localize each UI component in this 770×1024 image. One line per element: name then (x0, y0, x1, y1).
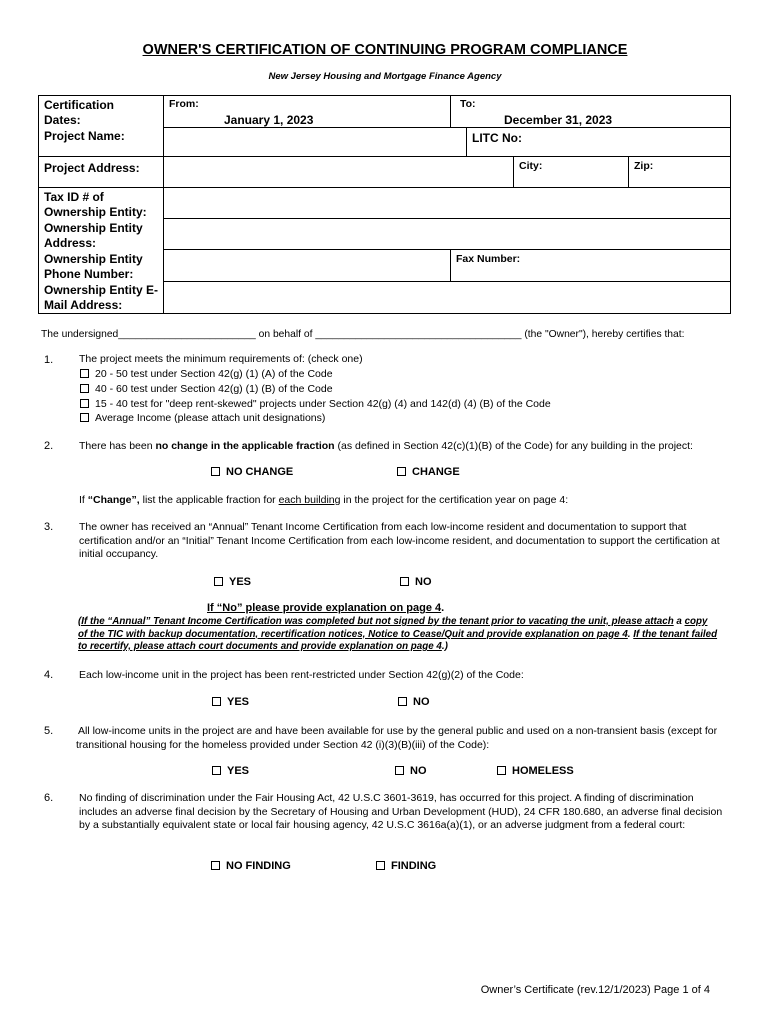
certification-form-grid (38, 95, 731, 314)
q2-text-a: There has been (79, 440, 156, 452)
q2-follow-d: each building (278, 494, 341, 506)
fax-label: Fax Number: (456, 253, 521, 265)
checkbox-icon[interactable] (400, 577, 409, 586)
q3-if-no-end: . (441, 602, 445, 614)
q6-number: 6. (44, 792, 54, 804)
on-behalf-text: on behalf of (258, 329, 313, 340)
undersigned-name-blank[interactable]: ________________________ (118, 329, 256, 340)
entity-email-label: Ownership Entity E-Mail Address: (44, 283, 159, 312)
q3-note-f: .) (441, 641, 448, 652)
q3-note (78, 616, 718, 654)
option-label: CHANGE (412, 466, 460, 478)
checkbox-icon[interactable] (80, 369, 89, 378)
option-label: FINDING (391, 860, 437, 872)
agency-name: New Jersey Housing and Mortgage Finance Agency (268, 71, 502, 82)
checkbox-icon[interactable] (212, 697, 221, 706)
q6-finding-option[interactable] (376, 860, 436, 872)
q3-no-option[interactable] (400, 576, 432, 588)
checkbox-icon[interactable] (376, 861, 385, 870)
q1-option-40-60[interactable] (80, 383, 333, 395)
option-label: YES (229, 576, 252, 588)
city-label: City: (519, 160, 543, 172)
q1-number: 1. (44, 354, 54, 366)
checkbox-icon[interactable] (211, 861, 220, 870)
checkbox-icon[interactable] (397, 467, 406, 476)
option-label: 40 - 60 test under Section 42(g) (1) (B) of the Code (95, 383, 333, 395)
undersigned-text: The undersigned (41, 329, 119, 340)
q2-number: 2. (44, 440, 54, 452)
certifies-text: (the "Owner"), hereby certifies that: (524, 329, 685, 340)
q1-option-20-50[interactable] (80, 368, 333, 380)
q2-no-change-option[interactable] (211, 466, 293, 478)
q3-note-b: a (673, 616, 685, 627)
q3-note-e: If the tenant failed to recertify, please attach court documents and provide explanation on page 4 (78, 628, 718, 652)
q2-follow-e: in the project for the certification year on page 4: (340, 494, 569, 506)
q4-text: Each low-income unit in the project has been rent-restricted under Section 42(g)(2) of the Code: (79, 669, 524, 681)
q2-text (79, 440, 729, 454)
q4-number: 4. (44, 669, 54, 681)
q4-yes-option[interactable] (212, 696, 249, 708)
to-date-value: December 31, 2023 (504, 113, 613, 127)
option-label: NO (413, 696, 430, 708)
checkbox-icon[interactable] (497, 766, 506, 775)
checkbox-icon[interactable] (211, 467, 220, 476)
q3-note-d: . (627, 628, 634, 640)
option-label: YES (227, 696, 250, 708)
q2-text-emphasis: no change in the applicable fraction (155, 440, 335, 452)
option-label: 20 - 50 test under Section 42(g) (1) (A) of the Code (95, 368, 333, 380)
q6-no-finding-option[interactable] (211, 860, 291, 872)
checkbox-icon[interactable] (214, 577, 223, 586)
q2-follow-c: list the applicable fraction for (139, 494, 279, 506)
page-footer: Owner’s Certificate (rev.12/1/2023) Page 1 of 4 (480, 984, 710, 996)
option-label: NO (410, 765, 427, 777)
option-label: NO CHANGE (226, 466, 294, 478)
entity-address-label: Ownership Entity Address: (44, 221, 143, 250)
entity-phone-label: Ownership Entity Phone Number: (44, 252, 143, 281)
q2-follow-b: “Change”, (87, 494, 140, 506)
from-date-value: January 1, 2023 (224, 113, 314, 127)
checkbox-icon[interactable] (80, 399, 89, 408)
q3-text: The owner has received an “Annual” Tenant Income Certification from each low-income resident and documentation to support that certification and/or an “Initial” Tenant Income Certification from each low-income resident, and documentation to support the certification at initial occupancy. (79, 521, 720, 560)
option-label: HOMELESS (512, 765, 574, 777)
entity-address-field[interactable] (163, 218, 731, 250)
to-label: To: (460, 98, 476, 110)
undersigned-statement (41, 328, 685, 342)
checkbox-icon[interactable] (395, 766, 404, 775)
q3-if-no-instruction (207, 602, 444, 614)
checkbox-icon[interactable] (80, 413, 89, 422)
litc-label: LITC No: (472, 131, 522, 145)
q4-no-option[interactable] (398, 696, 430, 708)
q3-if-no-text: If “No” please provide explanation on page 4 (207, 602, 442, 614)
option-label: NO FINDING (226, 860, 291, 872)
from-label: From: (169, 98, 199, 110)
project-address-label: Project Address: (44, 161, 140, 175)
option-label: 15 - 40 test for "deep rent-skewed" projects under Section 42(g) (4) and 142(d) (4) (B) of the Code (95, 398, 551, 410)
project-address-field[interactable] (163, 156, 514, 188)
owner-name-blank[interactable]: ____________________________________ (315, 329, 522, 340)
zip-label: Zip: (634, 160, 654, 172)
cert-dates-label: Certification Dates: (44, 98, 115, 127)
q6-text: No finding of discrimination under the Fair Housing Act, 42 U.S.C 3601-3619, has occurred for this project. A finding of discrimination includes an adverse final decision by the Secretary of Housing and Urban Development (HUD), 24 CFR 180.680, an adverse final decision by a substantially equivalent state or local fair housing agency, 42 U.S.C 3616a(a)(1), or an adverse judgment from a federal court: (79, 792, 723, 831)
tax-id-field[interactable] (163, 187, 731, 219)
tax-id-label: Tax ID # of Ownership Entity: (44, 190, 147, 219)
q5-homeless-option[interactable] (497, 765, 574, 777)
entity-phone-field[interactable] (163, 249, 451, 282)
q5-text: All low-income units in the project are and have been available for use by the general public and used on a non-transient basis (except for transitional housing for the homeless provided under Section 42 (i)(3)(B)(iii) of the Code): (76, 725, 718, 751)
checkbox-icon[interactable] (80, 384, 89, 393)
q3-note-a: (If the “Annual” Tenant Income Certification was completed but not signed by the tenant prior to vacating the unit, please attach (78, 616, 674, 627)
page-title: OWNER'S CERTIFICATION OF CONTINUING PROGRAM COMPLIANCE (142, 42, 628, 58)
entity-email-field[interactable] (163, 281, 731, 314)
q2-change-option[interactable] (397, 466, 460, 478)
q2-text-c: (as defined in Section 42(c)(1)(B) of the Code) for any building in the project: (334, 440, 693, 452)
option-label: Average Income (please attach unit designations) (95, 412, 326, 424)
q3-yes-option[interactable] (214, 576, 251, 588)
q1-text: The project meets the minimum requirements of: (check one) (79, 353, 363, 365)
q1-option-15-40[interactable] (80, 398, 551, 410)
q5-yes-option[interactable] (212, 765, 249, 777)
q5-no-option[interactable] (395, 765, 427, 777)
q5-number: 5. (44, 725, 54, 737)
q3-note-c: copy of the TIC with backup documentation, recertification notices, Notice to Cease/Quit and provide explanation on page 4 (78, 616, 708, 640)
q1-option-average-income[interactable] (80, 412, 325, 424)
checkbox-icon[interactable] (398, 697, 407, 706)
project-name-label: Project Name: (44, 129, 125, 143)
option-label: YES (227, 765, 250, 777)
option-label: NO (415, 576, 432, 588)
q3-number: 3. (44, 521, 54, 533)
q2-follow-a: If (79, 494, 88, 506)
q2-follow-up (79, 494, 568, 508)
checkbox-icon[interactable] (212, 766, 221, 775)
project-name-field[interactable] (163, 127, 467, 157)
